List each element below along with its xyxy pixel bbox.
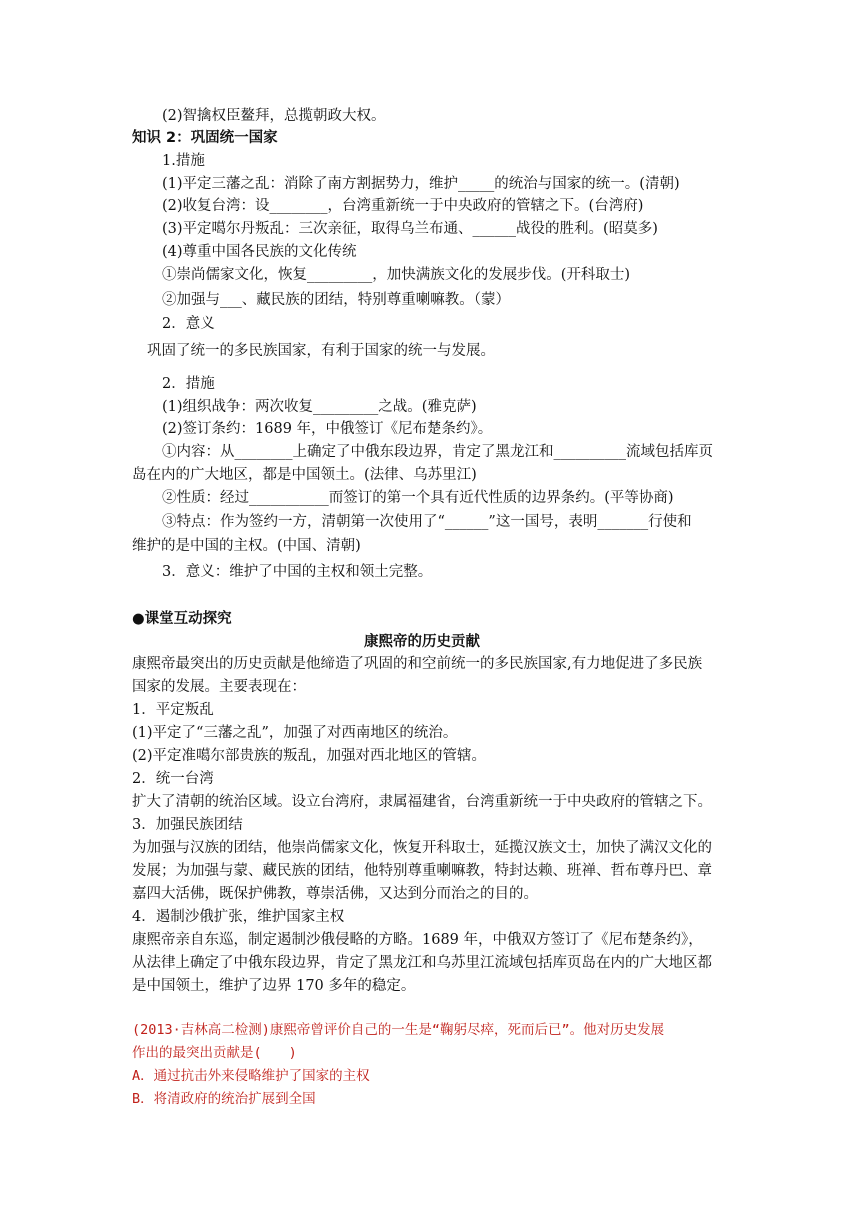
text-line: 巩固了统一的多民族国家，有利于国家的统一与发展。 xyxy=(147,343,495,359)
text-line: 嘉四大活佛，既保护佛教，尊崇活佛，又达到分而治之的目的。 xyxy=(132,886,538,902)
text-line: (1)平定了“三藩之乱”，加强了对西南地区的统治。 xyxy=(132,725,458,741)
text-line: 岛在内的广大地区，都是中国领土。(法律、乌苏里江) xyxy=(132,467,477,483)
text-line: 发展；为加强与蒙、藏民族的团结，他特别尊重喇嘛教，特封达赖、班禅、哲布尊丹巴、章 xyxy=(132,863,712,879)
text-line: 1．平定叛乱 xyxy=(132,702,214,718)
text-line: 2．措施 xyxy=(162,376,215,392)
text-line: (2)智擒权臣鳌拜，总揽朝政大权。 xyxy=(162,108,386,124)
text-line: 从法律上确定了中俄东段边界，肯定了黑龙江和乌苏里江流域包括库页岛在内的广大地区都 xyxy=(132,955,712,971)
answer-option-a: A．通过抗击外来侵略维护了国家的主权 xyxy=(132,1068,370,1084)
text-line: (1)组织战争：两次收复_________之战。(雅克萨) xyxy=(162,399,477,415)
text-line: (3)平定噶尔丹叛乱：三次亲征，取得乌兰布通、______战役的胜利。(昭莫多) xyxy=(162,221,658,237)
text-line: 国家的发展。主要表现在： xyxy=(132,679,306,695)
text-line: 扩大了清朝的统治区域。设立台湾府，隶属福建省，台湾重新统一于中央政府的管辖之下。 xyxy=(132,794,712,810)
section-heading: ●课堂互动探究 xyxy=(132,611,232,627)
text-line: 为加强与汉族的团结，他崇尚儒家文化，恢复开科取士，延揽汉族文士，加快了满汉文化的 xyxy=(132,840,712,856)
text-line: (4)尊重中国各民族的文化传统 xyxy=(162,244,357,260)
text-line: (1)平定三藩之乱：消除了南方割据势力，维护_____的统治与国家的统一。(清朝) xyxy=(162,176,680,192)
text-line: ②加强与___、藏民族的团结，特别尊重喇嘛教。（蒙） xyxy=(162,292,510,308)
question-stem: (2013·吉林高二检测)康熙帝曾评价自己的一生是“鞠躬尽瘁，死而后已”。他对历史发展 xyxy=(132,1022,665,1038)
text-line: 2．统一台湾 xyxy=(132,771,214,787)
text-line: 1.措施 xyxy=(162,153,205,169)
subsection-title: 康熙帝的历史贡献 xyxy=(364,634,480,650)
text-line: ③特点：作为签约一方，清朝第一次使用了“______”这一国号，表明_______行使和 xyxy=(162,514,692,530)
text-line: (2)平定准噶尔部贵族的叛乱，加强对西北地区的管辖。 xyxy=(132,748,487,764)
section-heading: 知识 2：巩固统一国家 xyxy=(132,130,278,146)
text-line: ①内容：从________上确定了中俄东段边界，肯定了黑龙江和__________流域包括库页 xyxy=(162,444,713,460)
text-line: 维护的是中国的主权。(中国、清朝) xyxy=(132,538,361,554)
text-line: 是中国领土，维护了边界 170 多年的稳定。 xyxy=(132,978,416,994)
text-line: (2)收复台湾：设________，台湾重新统一于中央政府的管辖之下。(台湾府) xyxy=(162,198,644,214)
text-line: 4．遏制沙俄扩张，维护国家主权 xyxy=(132,909,345,925)
text-line: 2．意义 xyxy=(162,316,215,332)
question-stem: 作出的最突出贡献是( ) xyxy=(132,1045,297,1061)
text-line: (2)签订条约：1689 年，中俄签订《尼布楚条约》。 xyxy=(162,421,493,437)
text-line: 3．加强民族团结 xyxy=(132,817,243,833)
text-line: 康熙帝最突出的历史贡献是他缔造了巩固的和空前统一的多民族国家,有力地促进了多民族 xyxy=(132,656,703,672)
text-line: 3．意义：维护了中国的主权和领土完整。 xyxy=(162,564,433,580)
text-line: 康熙帝亲自东巡，制定遏制沙俄侵略的方略。1689 年，中俄双方签订了《尼布楚条约》， xyxy=(132,932,703,948)
text-line: ①崇尚儒家文化，恢复_________，加快满族文化的发展步伐。(开科取士) xyxy=(162,267,631,283)
answer-option-b: B．将清政府的统治扩展到全国 xyxy=(132,1091,316,1107)
text-line: ②性质：经过___________而签订的第一个具有近代性质的边界条约。(平等协商) xyxy=(162,490,674,506)
